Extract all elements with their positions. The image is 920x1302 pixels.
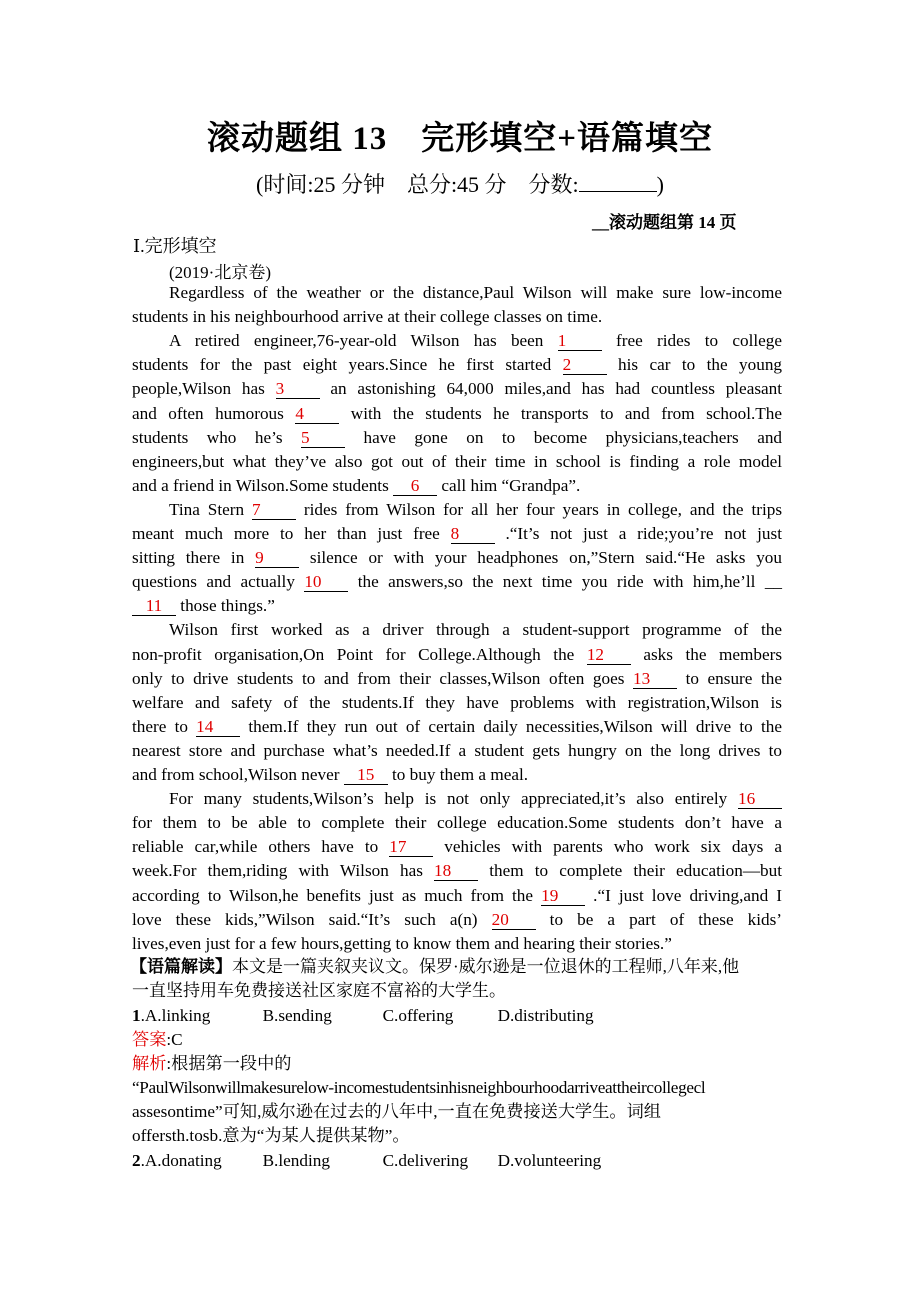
passage-text: students in his neighbourhood arrive at their college classes on time.: [132, 307, 603, 327]
answer-value: :C: [166, 1030, 183, 1049]
passage-line: [132, 740, 782, 762]
passage-text: with the students he transports to and from school.The: [350, 403, 782, 423]
passage-text: an astonishing 64,000 miles,and has had countless pleasant: [330, 379, 783, 399]
passage-line: [132, 523, 782, 545]
blank-2: 2: [563, 356, 607, 375]
explanation-line-1: [132, 1053, 782, 1075]
passage-text: non-profit organisation,On Point for College.Although the: [132, 644, 587, 664]
explanation-line-4: offersth.tosb.意为“为某人提供某物”。: [132, 1126, 410, 1145]
passage-text: students who he’s: [132, 427, 301, 447]
score-blank: [579, 171, 657, 192]
passage-text: sitting there in: [132, 548, 256, 568]
question-1-options: [132, 1005, 782, 1027]
blank-7: 7: [252, 501, 296, 520]
passage-text: those things.”: [180, 596, 275, 616]
exam-info: [0, 168, 920, 199]
passage-line: [132, 836, 782, 858]
passage-text: and a friend in Wilson.Some students: [132, 475, 394, 495]
passage-text: rides from Wilson for all her four years in college, and the trips: [303, 499, 783, 519]
blank-3: 3: [276, 380, 320, 399]
blank-9: 9: [255, 549, 299, 568]
passage-line: [132, 403, 782, 425]
passage-text: love these kids,”Wilson said.“It’s such a(n): [132, 909, 492, 929]
question-2-options: [132, 1150, 782, 1172]
analysis-text-1: 本文是一篇夹叙夹议文。保罗·威尔逊是一位退休的工程师,八年来,他: [232, 957, 740, 976]
passage-line: [132, 692, 782, 714]
passage-line: [132, 812, 782, 834]
passage-line: [132, 933, 782, 955]
option-d: D.volunteering: [497, 1151, 602, 1170]
passage-line: [132, 354, 782, 376]
passage-text: and from school,Wilson never: [132, 765, 344, 784]
passage-line: [132, 547, 782, 569]
passage-text: A retired engineer,76-year-old Wilson has been: [169, 331, 558, 351]
explanation-line-3: assesontime”可知,威尔逊在过去的八年中,一直在免费接送大学生。词组: [132, 1102, 661, 1121]
blank-14: 14: [196, 718, 240, 737]
analysis-line-1: [130, 956, 810, 978]
passage-text: to be a part of these kids’: [549, 909, 783, 929]
option-c: C.offering: [382, 1006, 454, 1025]
exam-info-text: (时间:25 分钟 总分:45 分 分数:: [256, 172, 579, 197]
passage-line: [132, 644, 782, 666]
passage-text: Tina Stern: [169, 499, 252, 519]
passage-line: [132, 282, 782, 304]
passage-text: For many students,Wilson’s help is not only appreciated,it’s also entirely: [169, 789, 738, 809]
option-a: .A.linking: [140, 1006, 211, 1025]
passage-line: [132, 427, 782, 449]
blank-6: 6: [393, 477, 437, 496]
passage-text: nearest store and purchase what’s needed.If a student gets hungry on the long drives to: [132, 740, 782, 760]
passage-text: lives,even just for a few hours,getting to know them and hearing their stories.”: [132, 933, 672, 953]
passage-line: [132, 909, 782, 931]
passage-text: to buy them a meal.: [392, 765, 529, 784]
explanation-text-1: :根据第一段中的: [166, 1054, 292, 1073]
blank-5: 5: [301, 429, 345, 448]
blank-18: 18: [434, 862, 478, 881]
answer-label: 答案: [132, 1030, 167, 1049]
option-c: C.delivering: [382, 1151, 469, 1170]
passage-text: the answers,so the next time you ride with him,he’ll __: [357, 572, 783, 592]
passage-line: [132, 378, 782, 400]
passage-line: [132, 764, 782, 786]
passage-text: students for the past eight years.Since he first started: [132, 355, 563, 375]
passage-text: for them to be able to complete their college education.Some students don’t have a: [132, 813, 782, 833]
passage-text: to ensure the: [685, 668, 782, 688]
passage-text: according to Wilson,he benefits just as much from the: [132, 885, 542, 905]
passage-text: .“It’s not just a ride;you’re not just: [505, 524, 782, 543]
blank-11: 11: [132, 597, 176, 616]
passage-line: [132, 788, 782, 810]
blank-19: 19: [541, 887, 585, 906]
passage-line: [132, 451, 782, 473]
passage-text: questions and actually: [132, 572, 305, 592]
passage-line: [132, 330, 782, 352]
blank-12: 12: [587, 646, 631, 665]
option-a: .A.donating: [140, 1151, 222, 1170]
passage-text: call him “Grandpa”.: [441, 475, 581, 495]
passage-text: week.For them,riding with Wilson has: [132, 861, 435, 881]
passage-text: meant much more to her than just free: [132, 524, 451, 543]
question-number: 1: [132, 1006, 141, 1025]
blank-1: 1: [558, 332, 602, 351]
passage-line: [132, 595, 782, 617]
passage-text: and often humorous: [132, 403, 296, 423]
passage-line: [132, 475, 782, 497]
passage-text: engineers,but what they’ve also got out of their time in school is finding a role model: [132, 451, 782, 471]
passage-line: [132, 571, 782, 593]
passage-text: welfare and safety of the students.If they have problems with registration,Wilson is: [132, 692, 782, 712]
passage-text: there to: [132, 716, 197, 736]
passage-text: asks the members: [643, 644, 783, 664]
passage-text: .“I just love driving,and I: [593, 885, 783, 905]
passage-line: [132, 860, 782, 882]
passage-line: [132, 619, 782, 641]
passage-source: (2019·北京卷): [169, 263, 271, 282]
passage-line: [132, 668, 782, 690]
explanation-label: 解析: [132, 1054, 167, 1073]
passage-text: silence or with your headphones on,”Stern said.“He asks you: [309, 548, 782, 568]
option-b: B.sending: [262, 1006, 332, 1025]
passage-text: them.If they run out of certain daily necessities,Wilson will drive to the: [248, 716, 782, 736]
passage-line: [132, 716, 782, 738]
passage-text: them to complete their education—but: [489, 861, 783, 881]
passage-text: people,Wilson has: [132, 379, 276, 399]
passage-text: Wilson first worked as a driver through a student-support programme of the: [169, 620, 782, 640]
analysis-label: 【语篇解读】: [130, 957, 232, 976]
blank-10: 10: [304, 573, 348, 592]
option-b: B.lending: [262, 1151, 330, 1170]
blank-20: 20: [492, 911, 536, 930]
passage-text: reliable car,while others have to: [132, 837, 390, 857]
page-reference: __滚动题组第 14 页: [592, 213, 737, 232]
blank-17: 17: [389, 838, 433, 857]
passage-text: his car to the young: [618, 355, 783, 375]
blank-16: 16: [738, 790, 782, 809]
exam-info-end: ): [656, 172, 664, 197]
section-heading: Ⅰ.完形填空: [133, 236, 217, 256]
passage-line: [132, 499, 782, 521]
blank-8: 8: [451, 525, 495, 544]
blank-4: 4: [295, 405, 339, 424]
passage-text: only to drive students to and from their classes,Wilson often goes: [132, 668, 633, 688]
option-d: D.distributing: [497, 1006, 594, 1025]
passage-line: [132, 885, 782, 907]
blank-15: 15: [344, 766, 388, 785]
passage-text: free rides to college: [616, 331, 782, 351]
passage-text: vehicles with parents who work six days a: [444, 837, 783, 857]
passage-text: have gone on to become physicians,teachers and: [363, 427, 783, 447]
answer-line: [132, 1029, 782, 1051]
passage-line: [132, 306, 782, 328]
analysis-line-2: 一直坚持用车免费接送社区家庭不富裕的大学生。: [132, 981, 506, 1000]
passage-text: Regardless of the weather or the distance,Paul Wilson will make sure low-income: [169, 283, 782, 302]
question-number: 2: [132, 1151, 141, 1170]
page-title: 滚动题组 13 完形填空+语篇填空: [206, 121, 714, 157]
explanation-line-2: “PaulWilsonwillmakesurelow-incomestudentsinhisneighbourhoodarriveattheircollegecl: [132, 1078, 706, 1097]
blank-13: 13: [633, 670, 677, 689]
